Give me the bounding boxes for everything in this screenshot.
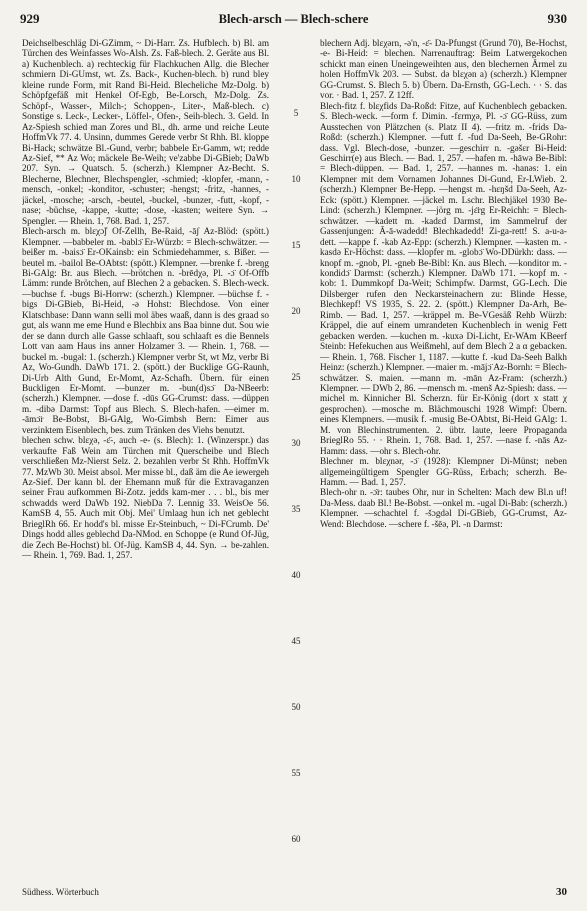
entry-paragraph: Blech-arsch m. blɛχɔ̃ʃ Of-Zellh, Be-Raid, -āʃ Az-Blöd: (spött.) Klempner. —babbeler m. -bablɔ̈ Er-Würzb: = Blech-schwätzer. —beißer m. -baisɔ̈ Er-OKainsb: ein Schmiedehammer, s. Bißer. —beutel m. -bailol Be-OAbtst: (spött.) Klempner. —brenke f. -breŋg Bi-GAlg: Br. aus Blech. —brötchen n. -brēdχə, Pl. -ɔ̈ Of-Offb Lämm: runde Brötchen, auf Blechen 2 a gebacken. S. Blech-weck. —buchse f. -bugs Bi-Horrw: (scherzh.) Klempner. —büchse f. -bigs Di-GBieb, Bi-Heid, -ə Hohst: Blechdose. Von einer Klatschbase: Dann wann selli mol äbes waaß, dann is des graad so gut, als wann me eme Hund e Blechbix ans Baa binne dut. Sou wie der se dann durch alle Gasse schlaaft, sou schlaaft es die Bennels Lott van aam Haus ins anner Holzamer 3. — Rhein. 1, 768. —buckel m. -bugəl: 1. (scherzh.) Klempner verbr St, wt Mz, verbr Bi Az, Wo-Gundh. DaWb 171. 2. (spött.) der Bucklige GG-Raunh, Di-Urb Alth Gund, Er-Momt, Az-Schafh. Übern. für einen Buckligen Er-Momt. —bunzer m. -bun(d)sɔ̈ Da-NBeerb: (scherzh.) Klempner. —dose f. -dūs GG-Crumst: dass. —düppen m. -dibə Darmst: Topf aus Blech. S. Blech-hafen. —eimer m. -āmɔ̈r Be-Bobst, Bi-GAlg, Wo-Gimbsh Bern: Eimer aus verzinktem Eisenblech, bes. zum Tränken des Viehs benutzt.: [22, 226, 269, 435]
line-number: 20: [291, 306, 301, 316]
line-number: 5: [293, 108, 299, 118]
line-number: 15: [291, 240, 301, 250]
left-column: [22, 38, 269, 853]
footer-note: Südhess. Wörterbuch: [22, 887, 99, 897]
entry-paragraph: Blech-ohr n. -ɔ̈r: taubes Ohr, nur in Schelten: Mach dew Bl.n uf! Da-Mess. daab Bl.! Be-Bobst. —onkel m. -ugəl Di-Bab: (scherzh.) Klempner. —schachtel f. -šɔgdəl Di-GBieb, GG-Crumst, Az-Wend: Blechdose. —schere f. -šēə, Pl. -n Darmst:: [320, 487, 567, 529]
signature-number: 30: [556, 886, 567, 898]
right-column: [320, 38, 567, 853]
line-number: 25: [291, 372, 301, 382]
line-number: 40: [291, 570, 301, 580]
entry-paragraph: Blechner m. blɛχnər, -ɔ̈ (1928): Klempner Di-Münst; neben allgemeingültigem Spengler GG-Rüss, Erbach; scherzh. Be-Hamm. — Bad. 1, 257.: [320, 456, 567, 488]
entry-paragraph: Deichselbeschläg Di-GZimm, ~ Di-Harr. Zs. Hufblech. b) Bl. am Türchen des Weinfasses Wo-Alsh. Zs. Faß-blech. 2. Geräte aus Bl. a) Kuchenblech. a) rechteckig für Flachkuchen Allg. die Blecher schmiern Di-GUmst, wt. Zs. Back-, Kuchen-blech. b) rund bley kleine runde Form, mit Rand Bi-Heid. Blecheliche Mz-Dolg. b) Schöpfgefäß mit Henkel Of-Egb, Be-Lorsch, Mz-Dolg. Zs. Schöpf-, Wasser-, Milch-; Schoppen-, Liter-, Maß-blech. c) Sonstige s. Leck-, Lecker-, Löffel-, Ofen-, Seih-blech. 3. Geld. In Az-Spiesh schied man Zores und Bl., dh. arme und reiche Leute HoffmVk 77. 4. Unsinn, dummes Gerede verbr St Rhh. Bl. kloppe Bi-Hack; schwätze Bl.-Gund, verbr; babbele Er-Gamm, wt; redde Az-Sief, ** Az Wo; mäckele Be-Weih; ve'zabbe Di-GBieb; DaWb 207. Syn. → Quatsch. 5. (scherzh.) Klempner Az-Becht. S. Blecherne, Blechner, Blechspengler, -schmied; -klopfer, -mann, -mensch, -onkel; -konditor, -schuster; -hengst; -fritz, -hannes, -jäckel, -mosche; -arsch, -beutel, -buckel, -bunzer, -futt, -kopf, -nase; -büchse, -kappe, -kutte; -dose, -kasten; weitere Syn. → Spengler. — Rhein. 1, 768. Bad. 1, 257.: [22, 38, 269, 226]
line-number: 45: [291, 636, 301, 646]
line-number: 55: [291, 768, 301, 778]
line-number: 60: [291, 834, 301, 844]
entry-paragraph: blechern Adj. blɛχərn, -ə'n, -ɛ̈- Da-Pfungst (Grund 70), Be-Hochst, -e- Bi-Heid: = blechen. Narrenauftrag: Beim Latwergekochen schickt man einen Uneingeweihten aus, den blechernen Ärmel zu holen HoffmVk 203. — Subst. də blɛχən a) (scherzh.) Klempner GG-Crumst. S. Blech 5. b) Übern. Da-Ernsth, GG-Lech. · · S. das vor. · Bad. 1, 257. Z 12ff.: [320, 38, 567, 101]
line-number: 10: [291, 174, 301, 184]
line-number-gutter: [284, 38, 308, 853]
line-number: 35: [291, 504, 301, 514]
page-number-right: 930: [547, 11, 567, 26]
page-footer: [22, 885, 567, 899]
line-number: 50: [291, 702, 301, 712]
line-number: 30: [291, 438, 301, 448]
running-title: Blech-arsch — Blech-schere: [218, 11, 369, 26]
entry-paragraph: Blech-fitz f. blɛχfids Da-Roßd: Fitze, auf Kuchenblech gebacken. S. Blech-weck. —form f. Dimin. -fɛrmχə, Pl. -ɔ̈ GG-Rüss, zum Ausstechen von Plätzchen (s. Platz II 4). —fritz m. -frids Da-Roßd: (scherzh.) Klempner. —futt f. -fud Da-Seeh, Be-GRohr: dass. Vgl. Blech-dose, -bunzer. —geschirr n. -gəšɛr Bi-Heid: Geschirr(e) aus Blech. — Bad. 1, 257. —hafen m. -hāwə Be-Bibl: = Blech-düppen. — Bad. 1, 257. —hannes m. -hanəs: 1. ein Klempner mit dem Vornamen Johannes Di-Gund, Er-LWieb. 2. (scherzh.) Klempner Be-Hepp. —hengst m. -hɛŋšd Da-Seeh, Az-Eck: (spött.) Klempner. —jäckel m. Lschr. Blechjäkel 1930 Be-Lind: (scherzh.) Klempner. —jörg m. -jɛ̈rg Er-Reichh: = Blech-schwätzer. —kadett m. -kadɛd Darmst, im Sammelruf der Gassenjungen: Ā-ā-wadedd! Blechkadedd! Zi-ga-rett! S. a-u-a-dett. —kappe f. -kab Az-Epp: (scherzh.) Klempner. —kasten m. -kasdə Er-Höchst: dass. —klopfer m. -globɔ̈ Wo-DDürkh: dass. —knopf m. -gnob, Pl. -gneb Be-Bibl: Kn. aus Blech. —konditor m. -kondidɔ̈ Darmst: (scherzh.) Klempner. DaWb 171. —kopf m. -kob: 1. Dummkopf Da-Weit; Schimpfw. Darmst, GG-Lech. Die Dilsberger rufen den Neckarsteinachern zu: Blinde Hesse, Blechkepf! VS 1935, S. 22. 2. (spött.) Klempner Da-Arh, Be-Rimb. — Bad. 1, 257. —kräppel m. Be-VGesäß Rehb Würzb: Kräppel, die auf einem umrandeten Kuchenblech in wenig Fett gebacken werden. —kuchen m. -kuxə Di-Licht, Er-WAm KBeerf Steinb: Hefekuchen aus Weißmehl, auf dem Blech 2 a α gebacken. — Rhein. 1, 768. Fischer 1, 1187. —kutte f. -kud Da-Seeh Balkh Heinz: (scherzh.) Klempner. —maier m. -mājɔ̈ Az-Bornh: = Blech-schwätzer. S. maien. —mann m. -mān Az-Fram: (scherzh.) Klempner. — DWb 2, 86. —mensch m. -menš Az-Spiesh: dass. —michel m. Kinnicher Bl. Scherzn. für Er-König (dort x statt χ gesprochen). —mosche m. Blächmouschi 1928 Wimpf: Übern. eines Klempners. —musik f. -musig Be-OAbtst, Bi-Heid GAlg: 1. M. von Blechinstrumenten. 2. übtr. laute, leere Propaganda BrieglRo 55. · · Rhein. 1, 768. Bad. 1, 257. —nase f. -nās Az-Hamm: dass. —ohr s. Blech-ohr.: [320, 100, 567, 456]
page-number-left: 929: [20, 11, 40, 26]
entry-paragraph: blechen schw. blɛχə, -ɛ̈-, auch -e- (s. Blech): 1. (Winzerspr.) das verkaufte Faß Wein am Türchen mit Querscheibe und Blech verschließen Mz-Nierst Selz. 2. bezahlen verbr St Rhh. HoffmVk 77. MzWb 30. Meist absol. Mer misse bl., daß äm die Ae iewergeh Az-Sief. Der kann bl. der Ehemann muß für die Extravaganzen seiner Frau aufkommen Bi-Zotz. jedds kam-mer . . . bl., bis mer schwadds werd DaWb 192. NiebDa 7. Lennig 33. WeisOe 56. KamSB 4, 55. Auch mit Obj. Mei' Umlaag hun ich net geblecht BrieglRh 66. Er hodd's bl. misse Er-Steinbuch, ~ Di-FCrumb. De' Dings hodd alles geblechd Da-NMod. en Schoppe (e Rund Of-Jüg, die Zech Be-Hochst) bl. Of-Jüg. KamSB 4, 44. Syn. → be-zahlen. — Rhein. 1, 769. Bad. 1, 257.: [22, 435, 269, 561]
page-header: [20, 8, 567, 30]
